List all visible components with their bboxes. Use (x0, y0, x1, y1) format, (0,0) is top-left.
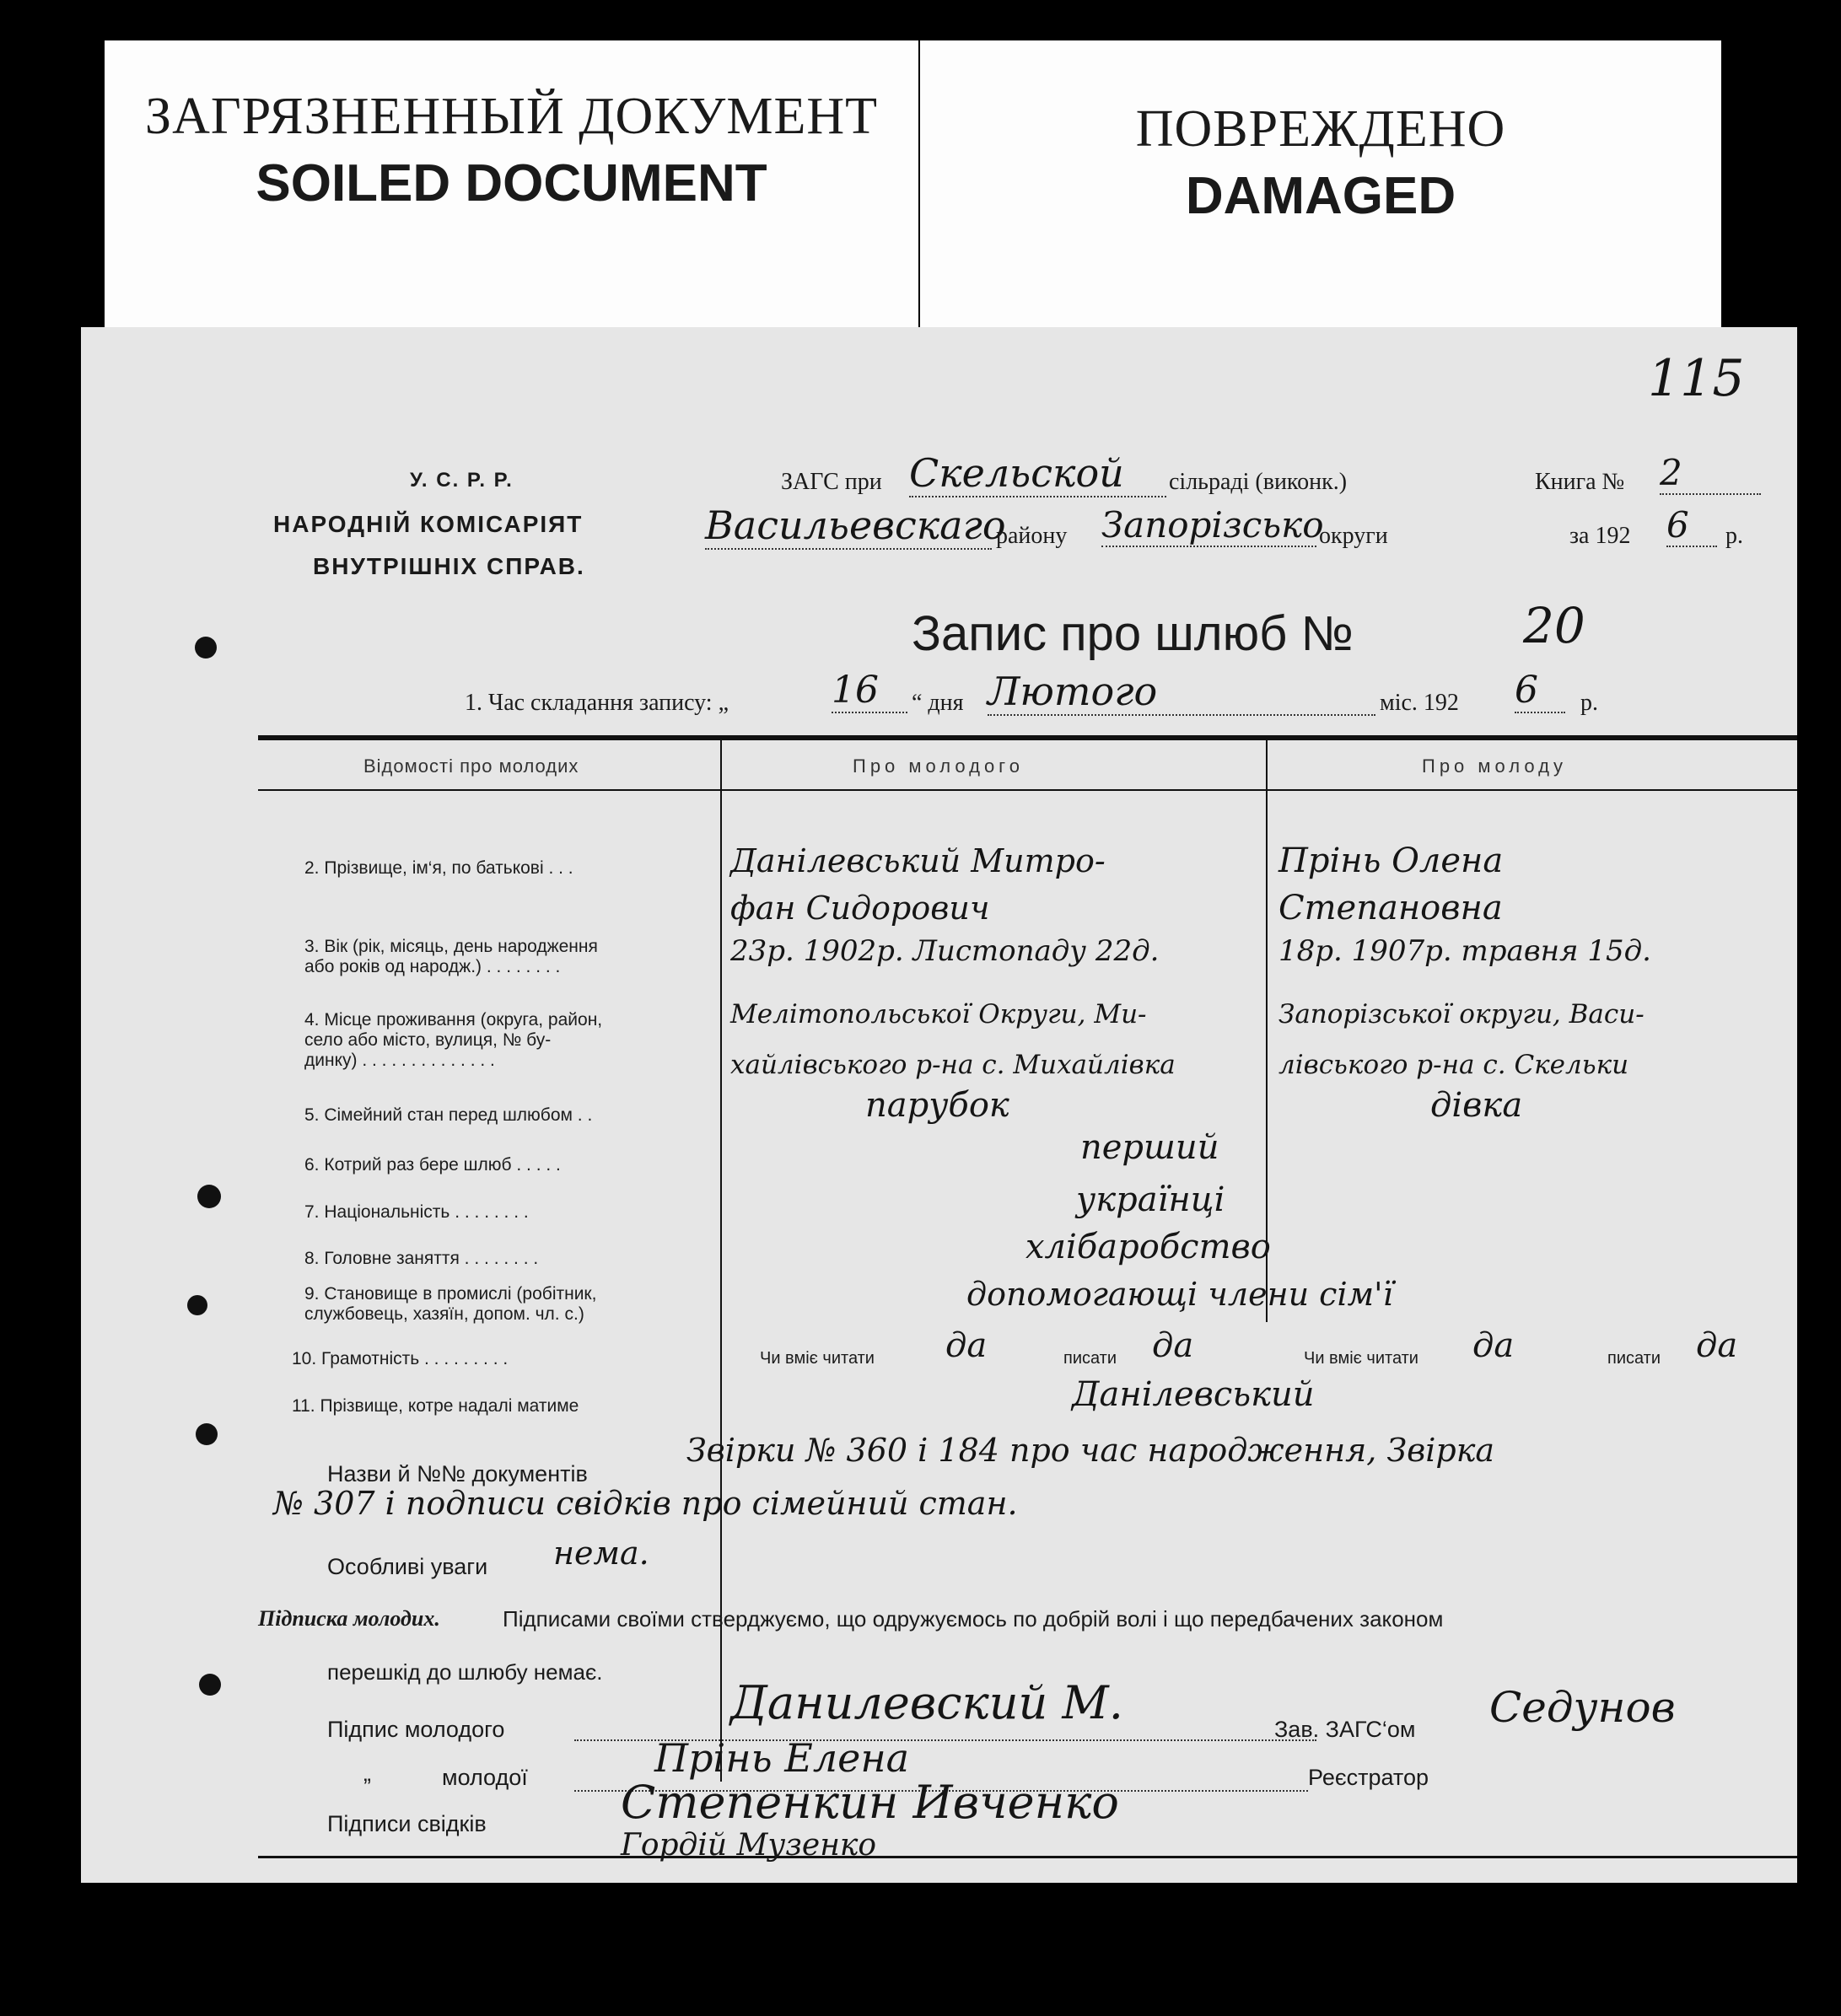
registrar-label: Реєстратор (1308, 1765, 1429, 1790)
okrug-label: округи (1319, 523, 1388, 549)
groom-signature: Данилевский М. (730, 1676, 1123, 1729)
bride-full-name: Прінь Олена Степановна (1278, 841, 1504, 927)
bride-age: 18р. 1907р. травня 15д. (1278, 934, 1651, 968)
book-number-value: 2 (1660, 452, 1761, 495)
soiled-document-label (105, 40, 918, 327)
row-label-marriage-count: 6. Котрий раз бере шлюб . . . . . (304, 1155, 561, 1175)
record-year-suffix: р. (1580, 690, 1598, 716)
special-notes-value: нема. (553, 1535, 649, 1572)
damaged-label-ru: ПОВРЕЖДЕНО (1135, 100, 1506, 158)
okrug-value: Запорізсько (1101, 504, 1324, 546)
nationality-value: українці (1076, 1180, 1225, 1219)
record-year-digit: 6 (1515, 669, 1565, 713)
row-label-nationality: 7. Національність . . . . . . . . (304, 1202, 529, 1222)
pledge-text: Підписами своїми стверджуємо, що одружуємось по добрій волі і що передбачених законом (503, 1606, 1444, 1632)
industry-position-value: допомогающі члени сім'ї (966, 1276, 1393, 1313)
documents-line-1: Звірки № 360 і 184 про час народження, Звірка (686, 1432, 1495, 1469)
row-label-residence: 4. Місце проживання (округа, район, село або місто, вулиця, № бу- динку) . . . . . . . . . . . . . . (304, 1010, 603, 1070)
record-number: 20 (1523, 597, 1585, 654)
column-header-info: Відомості про молодих (363, 755, 579, 777)
book-label: Книга № (1535, 469, 1625, 495)
column-header-bride: Про молоду (1422, 755, 1567, 777)
bride-read-value: да (1472, 1326, 1515, 1365)
row-label-occupation: 8. Головне заняття . . . . . . . . (304, 1249, 539, 1268)
groom-read-value: да (945, 1326, 988, 1365)
soiled-label-ru: ЗАГРЯЗНЕННЫЙ ДОКУМЕНТ (145, 88, 878, 145)
pledge-title: Підписка молодих. (258, 1606, 440, 1631)
internal-affairs-heading: ВНУТРІШНІХ СПРАВ. (313, 553, 585, 579)
district-label: району (996, 523, 1068, 549)
year-digit-value: 6 (1666, 504, 1717, 547)
bride-write-label: писати (1607, 1349, 1661, 1368)
district-value: Васильевскаго (705, 503, 1006, 548)
groom-write-value: да (1152, 1326, 1194, 1365)
bride-signature-label: молодої (442, 1765, 528, 1790)
table-bottom-rule (258, 1856, 1797, 1858)
marriage-record-sheet (81, 327, 1797, 1883)
column-header-groom: Про молодого (853, 755, 1024, 777)
day-label: “ дня (912, 690, 964, 716)
punch-hole (199, 1674, 221, 1696)
documents-label: Назви й №№ документів (327, 1461, 588, 1486)
zags-prefix: ЗАГС при (781, 469, 882, 495)
documents-line-2: № 307 і подписи свідків про сімейний стан. (273, 1485, 1018, 1522)
bride-signature: Прінь Елена (654, 1735, 910, 1781)
bride-residence: Запорізської округи, Васи- лівського р-на с. Скельки (1278, 999, 1645, 1080)
groom-marital-status: парубок (865, 1086, 1009, 1125)
year-suffix: р. (1725, 523, 1743, 549)
punch-hole (197, 1185, 221, 1208)
bride-read-label: Чи вміє читати (1304, 1349, 1418, 1368)
witness-signature-1: Степенкин Ивченко (621, 1776, 1119, 1829)
ussr-heading: У. С. Р. Р. (410, 469, 514, 492)
row-label-name: 2. Прізвище, ім‘я, по батькові . . . (304, 858, 573, 878)
row-label-future-surname: 11. Прізвище, котре надалі матиме (292, 1396, 579, 1416)
zags-head-signature: Седунов (1489, 1683, 1676, 1732)
table-header-rule (258, 789, 1797, 791)
commissariat-heading: НАРОДНІЙ КОМІСАРІЯТ (273, 511, 584, 537)
record-title: Запис про шлюб № (912, 606, 1354, 661)
row-label-industry-position: 9. Становище в промислі (робітник, службовець, хазяїн, допом. чл. с.) (304, 1284, 597, 1324)
row-label-literacy: 10. Грамотність . . . . . . . . . (292, 1349, 509, 1368)
zags-suffix: сільраді (виконк.) (1169, 469, 1348, 495)
bride-marital-status: дівка (1430, 1086, 1523, 1125)
punch-hole (195, 637, 217, 659)
marriage-count-value: перший (1080, 1128, 1219, 1167)
year-prefix: за 192 (1569, 523, 1631, 549)
record-month-value: Лютого (988, 669, 1375, 716)
bride-signature-prefix: „ (363, 1761, 371, 1786)
groom-age: 23р. 1902р. Листопаду 22д. (730, 934, 1160, 968)
future-surname-value: Данілевський (1072, 1375, 1315, 1414)
zags-village-value: Скельской (909, 450, 1166, 497)
archive-corner-mark: 115 (1648, 349, 1745, 408)
zags-head-label: Зав. ЗАГС‘ом (1274, 1717, 1416, 1742)
groom-read-label: Чи вміє читати (760, 1349, 875, 1368)
row-label-age: 3. Вік (рік, місяць, день народження або років од народж.) . . . . . . . . (304, 937, 598, 976)
time-label: 1. Час складання запису: „ (465, 690, 729, 716)
groom-full-name: Данілевський Митро- фан Сидорович (730, 842, 1106, 927)
table-top-rule (258, 735, 1797, 740)
groom-signature-label: Підпис молодого (327, 1717, 505, 1742)
row-label-marital-status: 5. Сімейний стан перед шлюбом . . (304, 1105, 593, 1125)
witness-signature-2: Гордій Музенко (621, 1828, 877, 1863)
damaged-document-label (920, 40, 1721, 327)
record-day-value: 16 (832, 669, 907, 713)
damaged-label-en: DAMAGED (1185, 167, 1456, 225)
pledge-text-2: перешкід до шлюбу немає. (327, 1659, 603, 1685)
month-label: міс. 192 (1380, 690, 1459, 716)
punch-hole (187, 1295, 207, 1315)
witnesses-label: Підписи свідків (327, 1811, 487, 1836)
groom-residence: Мелітопольської Округи, Ми- хайлівського р-на с. Михайлівка (730, 999, 1176, 1080)
groom-write-label: писати (1063, 1349, 1117, 1368)
occupation-value: хлібаробство (1025, 1228, 1271, 1266)
bride-write-value: да (1696, 1326, 1738, 1365)
soiled-label-en: SOILED DOCUMENT (256, 154, 767, 212)
special-notes-label: Особливі уваги (327, 1554, 488, 1579)
punch-hole (196, 1423, 218, 1445)
